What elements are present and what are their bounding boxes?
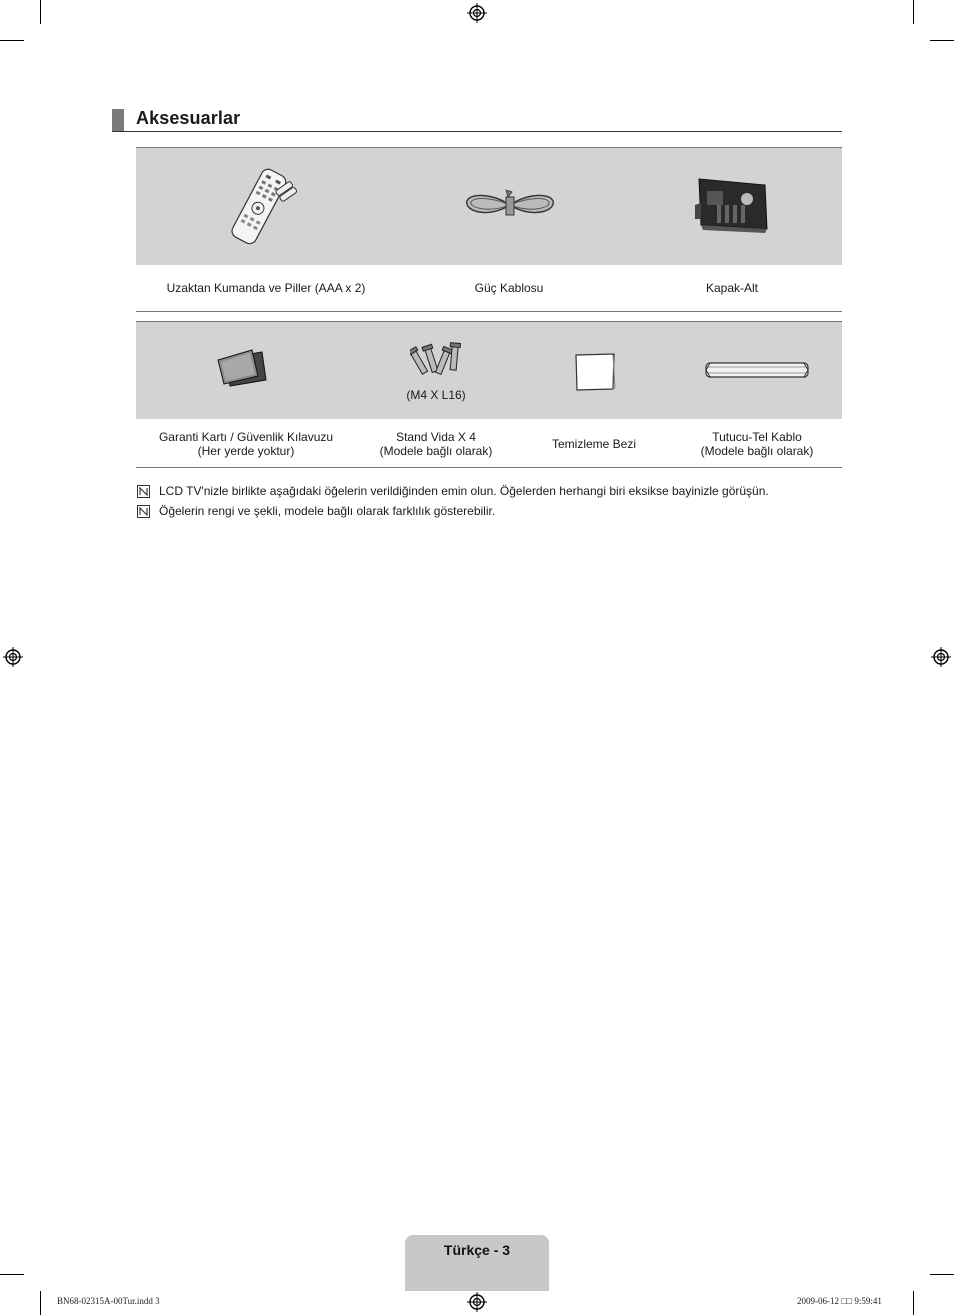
bottom-cover-icon xyxy=(693,175,773,237)
item-label-cable-holder xyxy=(701,430,814,458)
cable-holder-icon xyxy=(702,358,812,382)
cable-holder-label-line2: (Modele bağlı olarak) xyxy=(700,444,814,458)
item-label-warranty-card xyxy=(159,430,333,458)
heading-underline xyxy=(112,131,842,132)
row2-bottom-rule xyxy=(136,467,842,468)
item-label-cleaning-cloth: Temizleme Bezi xyxy=(551,437,637,451)
screw-size-label: (M4 X L16) xyxy=(406,388,466,402)
remote-control-icon xyxy=(222,166,304,246)
file-slug: BN68-02315A-00Tur.indd 3 xyxy=(57,1296,160,1306)
crop-mark xyxy=(930,1274,954,1275)
warranty-card-icon xyxy=(216,346,268,388)
note-item xyxy=(137,504,495,518)
crop-mark xyxy=(0,40,24,41)
screws-icon xyxy=(410,342,462,380)
crop-mark xyxy=(913,1291,914,1315)
item-label-remote: Uzaktan Kumanda ve Piller (AAA x 2) xyxy=(166,281,366,295)
note-item xyxy=(137,484,769,498)
cable-holder-label-line1: Tutucu-Tel Kablo xyxy=(712,430,802,444)
note-text: LCD TV'nizle birlikte aşağıdaki öğelerin verildiğinden emin olun. Öğelerden herhangi biri eksikse bayinizle görüşün. xyxy=(159,484,769,498)
crop-mark xyxy=(0,1274,24,1275)
screws-label-line1: Stand Vida X 4 xyxy=(396,430,476,444)
row1-bottom-rule xyxy=(136,311,842,312)
crop-mark xyxy=(913,0,914,24)
crop-mark xyxy=(40,0,41,24)
section-title: Aksesuarlar xyxy=(136,108,241,128)
screws-label-line2: (Modele bağlı olarak) xyxy=(379,444,493,458)
heading-marker xyxy=(112,109,124,132)
registration-mark-icon xyxy=(467,1292,487,1312)
page-number-label: Türkçe - 3 xyxy=(443,1242,511,1258)
crop-mark xyxy=(930,40,954,41)
item-label-stand-screws xyxy=(380,430,493,458)
note-text: Öğelerin rengi ve şekli, modele bağlı olarak farklılık gösterebilir. xyxy=(159,504,496,518)
power-cable-icon xyxy=(462,187,558,223)
cleaning-cloth-icon xyxy=(573,352,617,392)
note-icon xyxy=(137,505,150,518)
item-label-bottom-cover: Kapak-Alt xyxy=(705,281,759,295)
registration-mark-icon xyxy=(467,3,487,23)
registration-mark-icon xyxy=(3,647,23,667)
registration-mark-icon xyxy=(931,647,951,667)
item-label-power-cable: Güç Kablosu xyxy=(474,281,544,295)
note-icon xyxy=(137,485,150,498)
warranty-label-line2: (Her yerde yoktur) xyxy=(197,444,295,458)
date-slug: 2009-06-12 □□ 9:59:41 xyxy=(797,1296,882,1306)
crop-mark xyxy=(40,1291,41,1315)
page-number-tab xyxy=(405,1235,549,1291)
warranty-label-line1: Garanti Kartı / Güvenlik Kılavuzu xyxy=(158,430,334,444)
